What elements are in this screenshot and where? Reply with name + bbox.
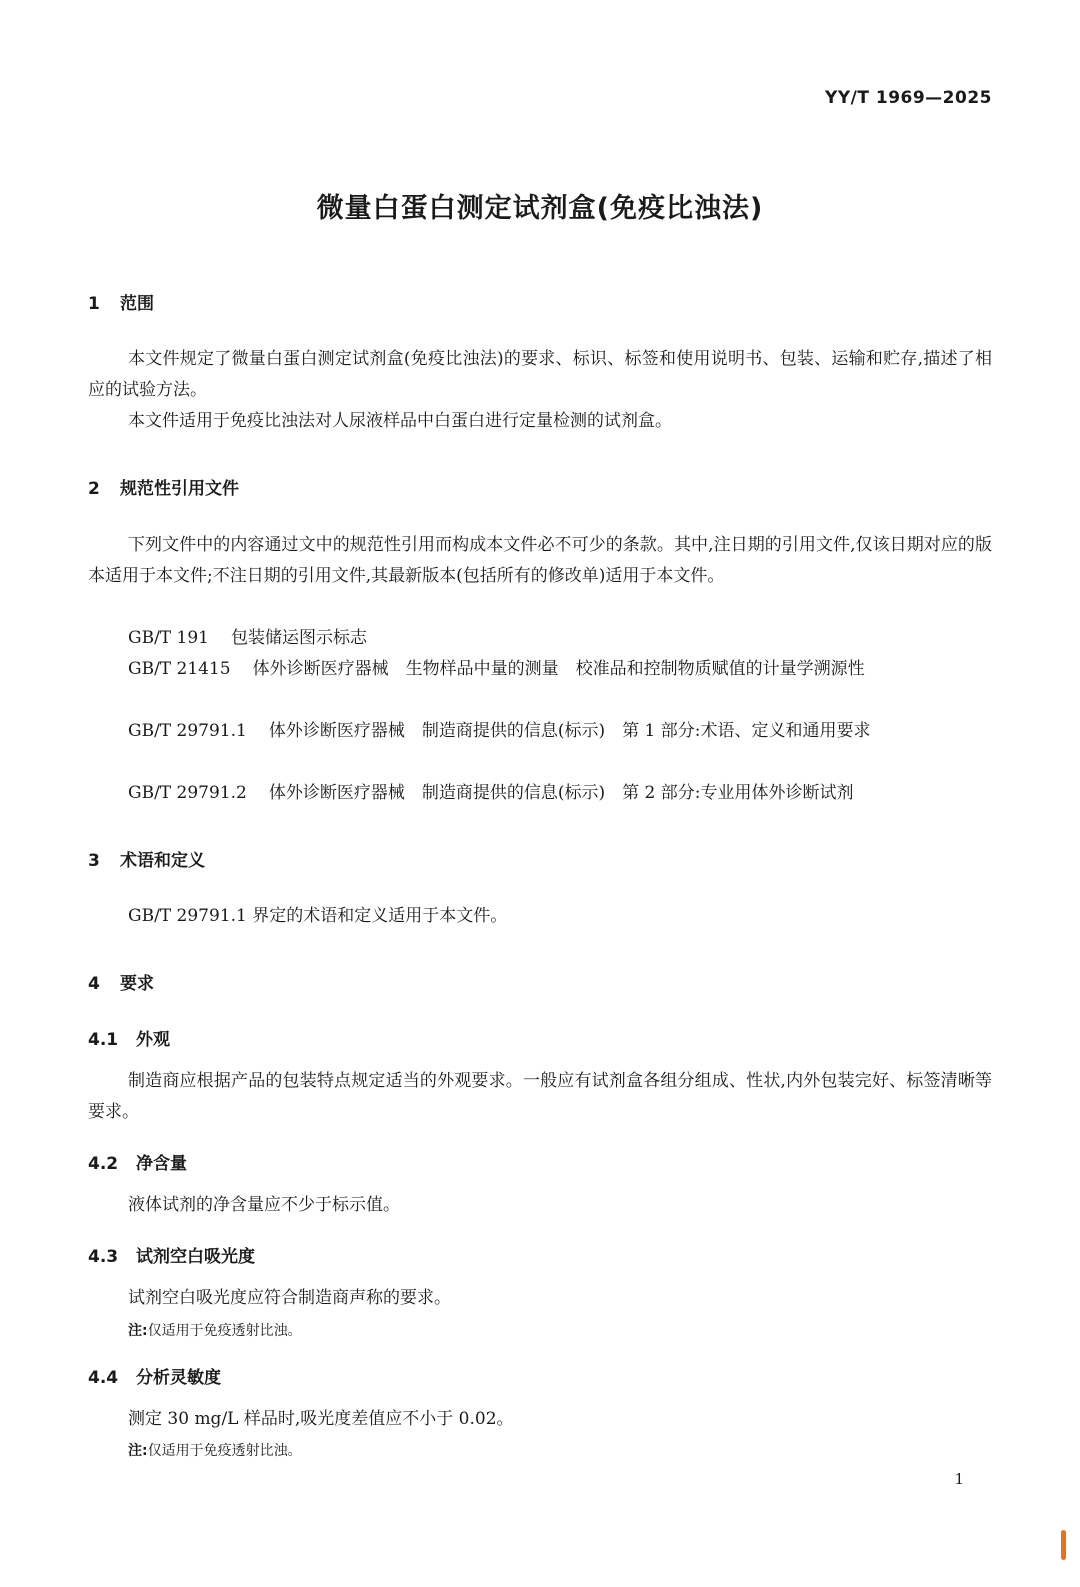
subsection-4-2-heading [88,1149,187,1174]
reference-code: GB/T 29791.1 [128,721,247,741]
section-title: 术语和定义 [120,851,205,871]
page-number: 1 [954,1470,964,1488]
section-3-paragraph-1: GB/T 29791.1 界定的术语和定义适用于本文件。 [128,906,508,926]
note-label: 注: [128,1323,148,1339]
section-1-paragraph-1: 本文件规定了微量白蛋白测定试剂盒(免疫比浊法)的要求、标识、标签和使用说明书、包装、运输和贮存,描述了相应的试验方法。 [88,349,992,400]
reference-title: 包装储运图示标志 [231,628,367,648]
document-title: 微量白蛋白测定试剂盒(免疫比浊法) [316,193,764,224]
subsection-4-4-paragraph: 测定 30 mg/L 样品时,吸光度差值应不小于 0.02。 [128,1409,514,1429]
subsection-title: 试剂空白吸光度 [136,1247,255,1267]
reference-title: 体外诊断医疗器械 生物样品中量的测量 校准品和控制物质赋值的计量学溯源性 [252,659,865,679]
reference-code: GB/T 191 [128,628,209,648]
subsection-4-3-heading [88,1242,255,1267]
section-3-heading [88,846,205,871]
subsection-title: 净含量 [136,1154,187,1174]
section-number: 3 [88,851,100,871]
section-2-heading [88,474,239,499]
section-title: 范围 [120,294,154,314]
subsection-4-4-heading [88,1363,221,1388]
note-text: 仅适用于免疫透射比浊。 [147,1443,302,1459]
subsection-title: 分析灵敏度 [136,1368,221,1388]
section-2-paragraph-1: 下列文件中的内容通过文中的规范性引用而构成本文件必不可少的条款。其中,注日期的引用文件,仅该日期对应的版本适用于本文件;不注日期的引用文件,其最新版本(包括所有的修改单)适用于本文件。 [88,535,992,586]
section-number: 2 [88,479,100,499]
note-text: 仅适用于免疫透射比浊。 [147,1323,302,1339]
note [128,1440,302,1460]
section-title: 规范性引用文件 [120,479,239,499]
section-title: 要求 [120,974,154,994]
section-number: 4 [88,974,100,994]
subsection-4-1-paragraph: 制造商应根据产品的包装特点规定适当的外观要求。一般应有试剂盒各组分组成、性状,内外包装完好、标签清晰等要求。 [88,1071,992,1122]
reference-item [88,623,992,654]
section-1-heading [88,289,154,314]
subsection-4-2-paragraph: 液体试剂的净含量应不少于标示值。 [128,1195,400,1215]
subsection-number: 4.4 [88,1368,119,1388]
edge-marker [1061,1530,1066,1560]
subsection-4-3-paragraph: 试剂空白吸光度应符合制造商声称的要求。 [128,1288,451,1308]
reference-title: 体外诊断医疗器械 制造商提供的信息(标示) 第 2 部分:专业用体外诊断试剂 [268,783,854,803]
reference-item [88,778,992,809]
reference-item [88,654,992,685]
note [128,1320,302,1340]
reference-code: GB/T 29791.2 [128,783,247,803]
standard-code: YY/T 1969—2025 [825,88,992,108]
reference-item [88,716,992,747]
note-label: 注: [128,1443,148,1459]
subsection-title: 外观 [136,1030,170,1050]
reference-title: 体外诊断医疗器械 制造商提供的信息(标示) 第 1 部分:术语、定义和通用要求 [268,721,871,741]
subsection-4-1-heading [88,1025,170,1050]
subsection-number: 4.2 [88,1154,119,1174]
section-number: 1 [88,294,100,314]
subsection-number: 4.1 [88,1030,119,1050]
subsection-number: 4.3 [88,1247,119,1267]
section-4-heading [88,969,154,994]
section-1-paragraph-2: 本文件适用于免疫比浊法对人尿液样品中白蛋白进行定量检测的试剂盒。 [128,411,672,431]
reference-code: GB/T 21415 [128,659,231,679]
